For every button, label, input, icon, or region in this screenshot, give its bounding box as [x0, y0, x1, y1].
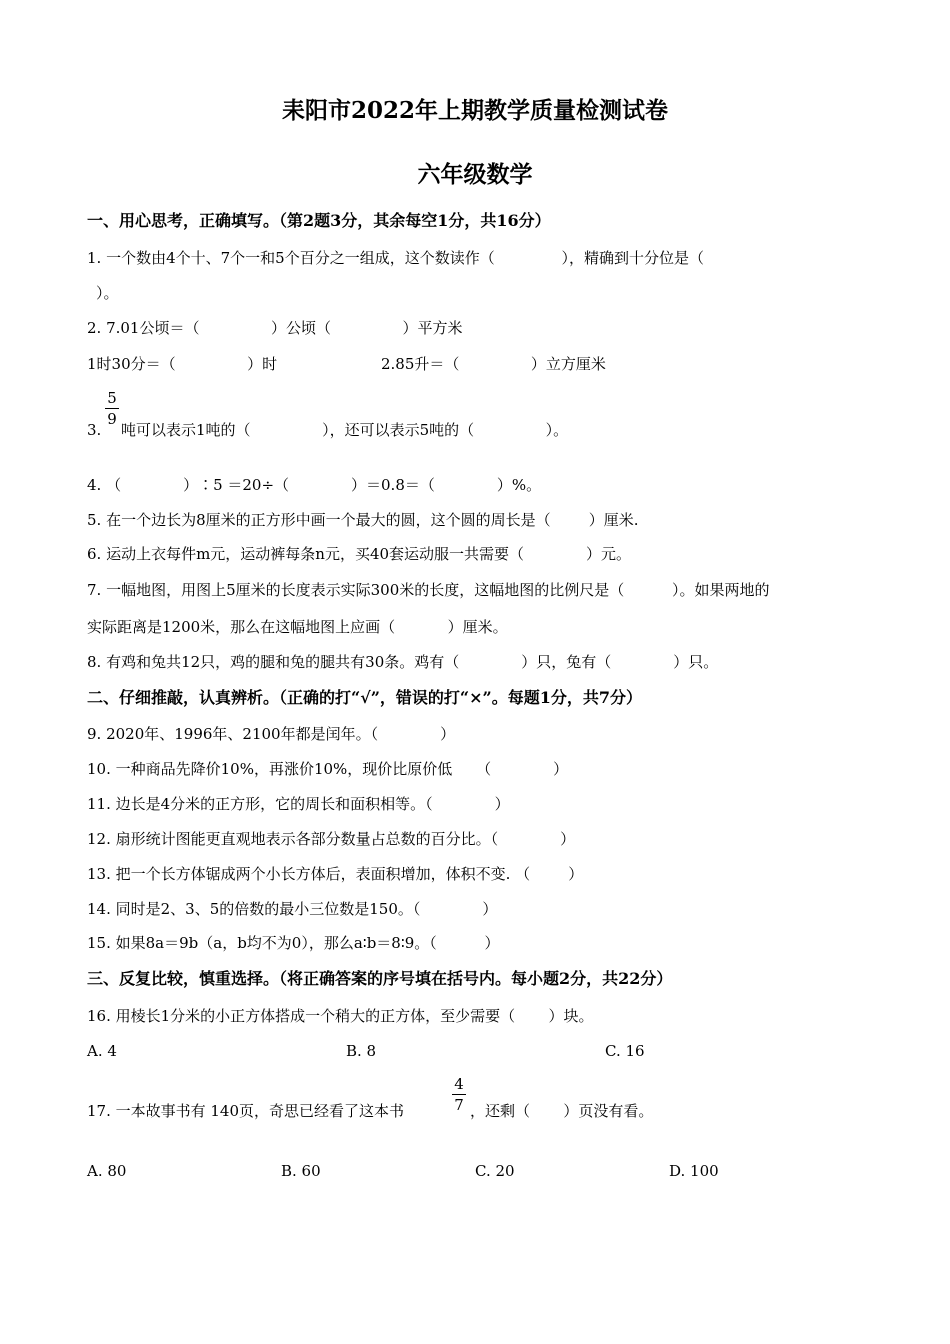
section2-heading: 二、仔细推敲，认真辨析。（正确的打“√”，错误的打“×”。每题1分，共7分）	[87, 688, 643, 707]
question-3-number: 3.	[87, 421, 102, 439]
question-2-line2-hours: 1时30分＝（ ）时	[87, 355, 278, 373]
exam-subtitle: 六年级数学	[417, 161, 533, 188]
question-16-option-c: C. 16	[605, 1042, 645, 1060]
question-5: 5. 在一个边长为8厘米的正方形中画一个最大的圆，这个圆的周长是（ ）厘米.	[87, 511, 639, 529]
question-8: 8. 有鸡和兔共12只，鸡的腿和兔的腿共有30条。鸡有（ ）只，兔有（ ）只。	[87, 653, 719, 671]
question-6: 6. 运动上衣每件m元，运动裤每条n元，买40套运动服一共需要（ ）元。	[87, 545, 632, 563]
question-13: 13. 把一个长方体锯成两个小长方体后，表面积增加，体积不变. （ ）	[87, 865, 584, 883]
question-11: 11. 边长是4分米的正方形，它的周长和面积相等。（ ）	[87, 795, 510, 813]
question-17-option-c: C. 20	[475, 1162, 515, 1180]
question-15: 15. 如果8a＝9b（a，b均不为0），那么a∶b＝8∶9。（ ）	[87, 934, 500, 952]
question-2-line1: 2. 7.01公顷＝（ ）公顷（ ）平方米	[87, 319, 463, 337]
fraction-numerator: 4	[454, 1075, 464, 1093]
question-14: 14. 同时是2、3、5的倍数的最小三位数是150。（ ）	[87, 900, 498, 918]
fraction-denominator: 7	[454, 1096, 464, 1114]
fraction-denominator: 9	[107, 410, 117, 428]
question-1-line1: 1. 一个数由4个十、7个一和5个百分之一组成，这个数读作（ ），精确到十分位是（	[87, 249, 704, 267]
question-17-option-d: D. 100	[669, 1162, 719, 1180]
question-10: 10. 一种商品先降价10%，再涨价10%，现价比原价低 （ ）	[87, 760, 569, 778]
question-3-fraction	[105, 389, 119, 428]
question-1-line2: ）。	[96, 284, 119, 302]
exam-title: 耒阳市2022年上期教学质量检测试卷	[281, 97, 668, 124]
question-7-line1: 7. 一幅地图，用图上5厘米的长度表示实际300米的长度，这幅地图的比例尺是（ ）。如果两地的	[87, 581, 770, 599]
question-17-option-a: A. 80	[87, 1162, 127, 1180]
question-17-suffix: ，还剩（ ）页没有看。	[470, 1102, 654, 1120]
question-17-text: 17. 一本故事书有 140页，奇思已经看了这本书	[87, 1102, 405, 1120]
question-12: 12. 扇形统计图能更直观地表示各部分数量占总数的百分比。（ ）	[87, 830, 576, 848]
question-17-option-b: B. 60	[281, 1162, 321, 1180]
section1-heading: 一、用心思考，正确填写。（第2题3分，其余每空1分，共16分）	[87, 211, 551, 230]
question-9: 9. 2020年、1996年、2100年都是闰年。（ ）	[87, 725, 456, 743]
fraction-numerator: 5	[107, 389, 117, 407]
question-7-line2: 实际距离是1200米，那么在这幅地图上应画（ ）厘米。	[87, 618, 508, 636]
question-2-line2-liters: 2.85升＝（ ）立方厘米	[381, 355, 606, 373]
question-16: 16. 用棱长1分米的小正方体搭成一个稍大的正方体，至少需要（ ）块。	[87, 1007, 594, 1025]
question-4: 4. （ ）∶5 ＝20÷（ ）＝0.8＝（ ）%。	[87, 476, 542, 494]
question-3-text: 吨可以表示1吨的（ ），还可以表示5吨的（ ）。	[121, 421, 569, 439]
question-16-option-b: B. 8	[346, 1042, 377, 1060]
fraction-bar	[105, 408, 119, 409]
question-16-option-a: A. 4	[87, 1042, 117, 1060]
question-17-fraction	[452, 1075, 466, 1114]
fraction-bar	[452, 1094, 466, 1095]
section3-heading: 三、反复比较，慎重选择。（将正确答案的序号填在括号内。每小题2分，共22分）	[87, 969, 673, 988]
